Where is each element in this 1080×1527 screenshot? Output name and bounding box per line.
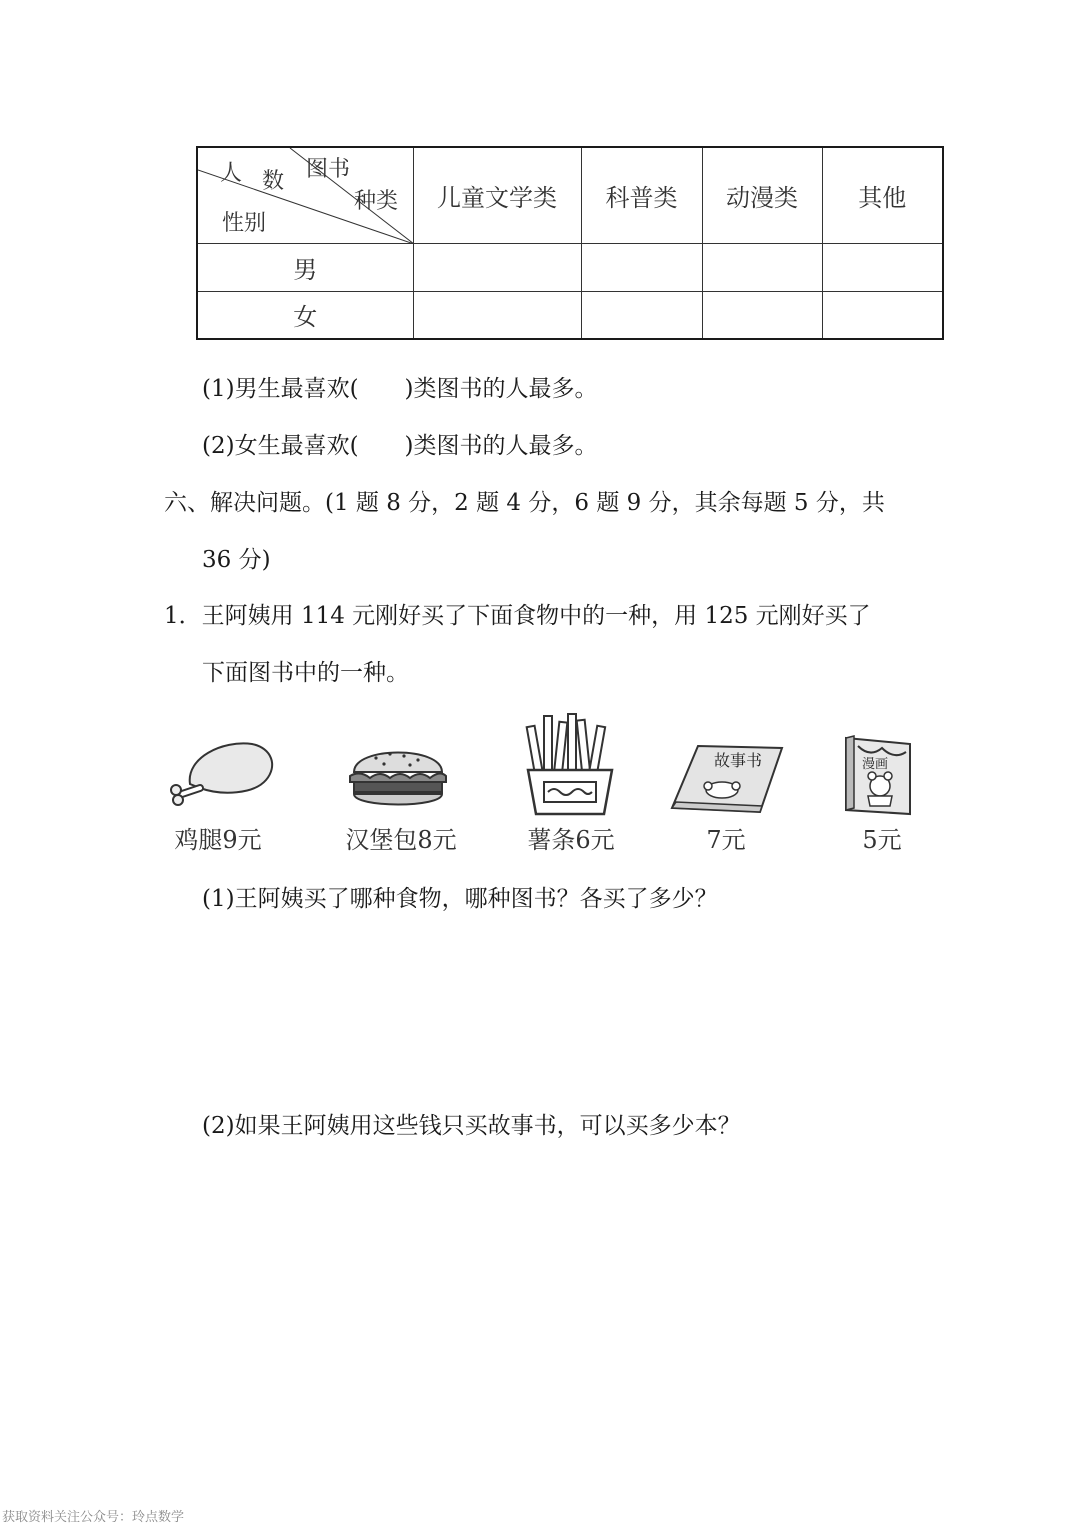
chicken-leg-icon: [162, 738, 282, 810]
survey-table: [196, 146, 944, 340]
hamburger-icon: [346, 738, 450, 814]
table-cell: [413, 243, 581, 291]
question-5-2: (2)女生最喜欢( )类图书的人最多。: [202, 433, 598, 459]
comic-title-text: 漫画: [862, 757, 889, 772]
table-header-row: [197, 147, 943, 243]
comic-book-icon: [840, 734, 916, 816]
table-header-cell: 科普类: [581, 147, 702, 243]
table-corner-cell: [197, 147, 413, 243]
problem-1-text: 1．王阿姨用 114 元刚好买了下面食物中的一种，用 125 元刚好买了: [164, 603, 871, 629]
corner-label-people-a: 人: [220, 161, 243, 186]
sub-question-1: (1)王阿姨买了哪种食物，哪种图书？各买了多少？: [202, 886, 718, 912]
section-6-title-cont: 36 分): [202, 547, 271, 573]
table-cell: [581, 243, 702, 291]
item-label-storybook: 7元: [706, 826, 746, 854]
footer-watermark: 获取资料关注公众号：玲点数学: [2, 1510, 185, 1525]
table-cell: [702, 291, 822, 339]
item-label-comic: 5元: [862, 826, 902, 854]
corner-label-category: 种类: [354, 189, 399, 214]
table-cell: [822, 243, 943, 291]
table-cell: [413, 291, 581, 339]
fries-icon: [524, 712, 616, 816]
item-label-fries: 薯条6元: [527, 826, 615, 854]
section-6-title: 六、解决问题。(1 题 8 分，2 题 4 分，6 题 9 分，其余每题 5 分，共: [164, 490, 885, 516]
table-row: [197, 243, 943, 291]
question-5-1: (1)男生最喜欢( )类图书的人最多。: [202, 376, 598, 402]
corner-label-people-b: 数: [262, 169, 285, 194]
table-cell: [702, 243, 822, 291]
problem-1-text-cont: 下面图书中的一种。: [202, 660, 409, 686]
table-header-cell: 其他: [822, 147, 943, 243]
storybook-icon: [668, 742, 784, 814]
item-label-chicken: 鸡腿9元: [174, 826, 262, 854]
table-row: [197, 291, 943, 339]
item-label-hamburger: 汉堡包8元: [345, 826, 457, 854]
sub-question-2: (2)如果王阿姨用这些钱只买故事书，可以买多少本？: [202, 1113, 741, 1139]
table-header-cell: 动漫类: [702, 147, 822, 243]
storybook-title-text: 故事书: [714, 751, 763, 770]
corner-label-gender: 性别: [222, 211, 267, 236]
corner-label-books: 图书: [306, 157, 351, 182]
table-cell: [581, 291, 702, 339]
table-cell: [822, 291, 943, 339]
table-header-cell: 儿童文学类: [413, 147, 581, 243]
row-label: 男: [197, 243, 413, 291]
row-label: 女: [197, 291, 413, 339]
